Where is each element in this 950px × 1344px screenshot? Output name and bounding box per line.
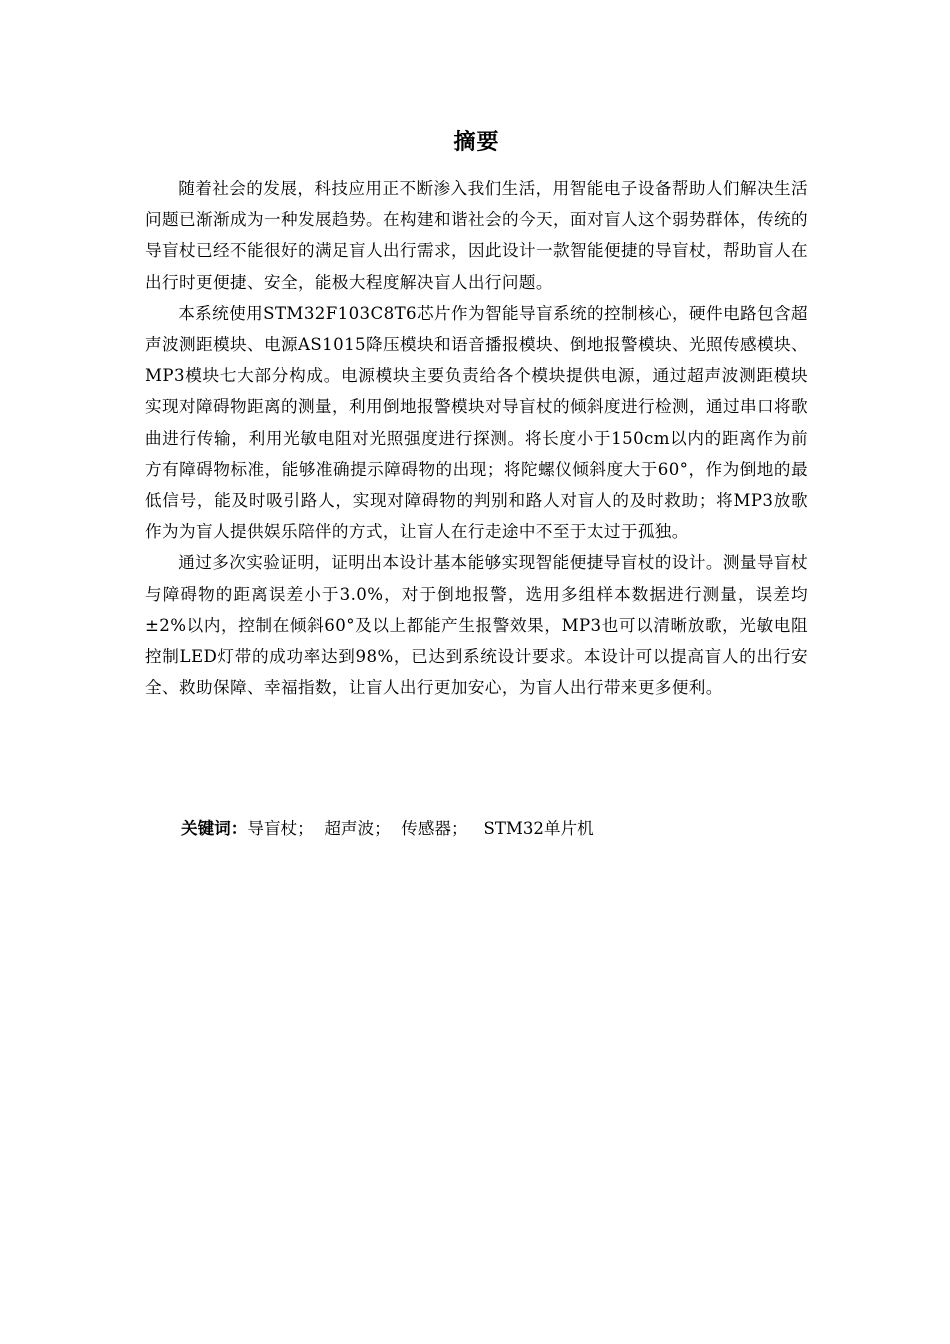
keyword-item: 超声波； <box>324 819 391 838</box>
keyword-item: 传感器； <box>401 819 468 838</box>
abstract-title: 摘要 <box>453 130 500 155</box>
abstract-paragraph-3: 通过多次实验证明，证明出本设计基本能够实现智能便捷导盲杖的设计。测量导盲杖与障碍物的距离误差小于3.0%，对于倒地报警，选用多组样本数据进行测量，误差均±2%以内，控制在倾斜60°及以上都能产生报警效果，MP3也可以清晰放歌，光敏电阻控制LED灯带的成功率达到98%，已达到系统设计要求。本设计可以提高盲人的出行安全、救助保障、幸福指数，让盲人出行更加安心，为盲人出行带来更多便利。 <box>145 553 808 698</box>
keywords-line <box>181 815 801 843</box>
abstract-paragraph-2: 本系统使用STM32F103C8T6芯片作为智能导盲系统的控制核心，硬件电路包含超声波测距模块、电源AS1015降压模块和语音播报模块、倒地报警模块、光照传感模块、MP3模块七大部分构成。电源模块主要负责给各个模块提供电源，通过超声波测距模块实现对障碍物距离的测量，利用倒地报警模块对导盲杖的倾斜度进行检测，通过串口将歌曲进行传输，利用光敏电阻对光照强度进行探测。将长度小于150cm以内的距离作为前方有障碍物标准，能够准确提示障碍物的出现；将陀螺仪倾斜度大于60°，作为倒地的最低信号，能及时吸引路人，实现对障碍物的判别和路人对盲人的及时救助；将MP3放歌作为为盲人提供娱乐陪伴的方式，让盲人在行走途中不至于太过于孤独。 <box>145 303 808 542</box>
keyword-item: 导盲杖； <box>247 819 314 838</box>
abstract-paragraph-1: 随着社会的发展，科技应用正不断渗入我们生活，用智能电子设备帮助人们解决生活问题已渐渐成为一种发展趋势。在构建和谐社会的今天，面对盲人这个弱势群体，传统的导盲杖已经不能很好的满足盲人出行需求，因此设计一款智能便捷的导盲杖，帮助盲人在出行时更便捷、安全，能极大程度解决盲人出行问题。 <box>145 179 808 292</box>
keywords-label: 关键词： <box>181 819 248 838</box>
keyword-item: STM32单片机 <box>483 819 594 838</box>
abstract-body <box>145 173 808 703</box>
